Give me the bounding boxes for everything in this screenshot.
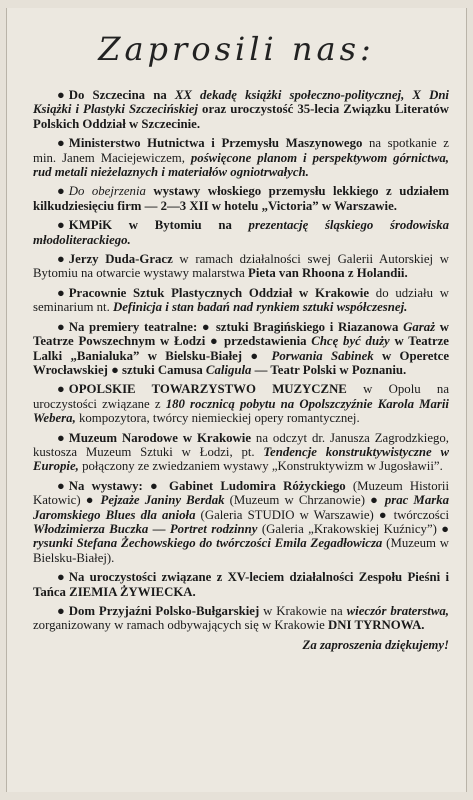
text-segment: Na wystawy: ● Gabinet Ludomira Różyckiego (68, 478, 346, 493)
text-segment: oraz uroczystość 35-lecia Związku Literatów Polskich Oddział w Szczecinie. (33, 102, 449, 131)
text-segment: Pieta van Rhoona z Holandii. (248, 266, 408, 281)
bullet-icon: ● (57, 136, 65, 151)
text-segment: prac Marka Jaromskiego Blues dla anioła (33, 493, 449, 522)
list-item (33, 286, 449, 315)
text-segment: rysunki Stefana Żechowskiego do twórczości Emila Zegadłowicza (33, 536, 383, 551)
text-segment: (Muzeum w Bielsku-Białej). (33, 536, 450, 565)
list-item (33, 320, 449, 378)
text-segment: — Teatr Polski w Poznaniu. (251, 362, 407, 377)
closing-line: Za zaproszenia dziękujemy! (302, 637, 449, 652)
list-item (33, 431, 449, 474)
text-segment: Ministerstwo Hutnictwa i Przemysłu Maszynowego (68, 136, 363, 151)
text-segment: w Teatrze Lalki „Banialuka” w Bielsku-Białej ● (33, 334, 449, 363)
text-segment: prezentację śląskiego środowiska młodoliterackiego. (33, 218, 449, 247)
list-item (33, 382, 449, 425)
bullet-icon: ● (57, 382, 65, 397)
list-item (33, 252, 449, 281)
text-segment: OPOLSKIE TOWARZYSTWO MUZYCZNE (68, 382, 347, 397)
text-segment: poświęcone planom i perspektywom górnictwa, rud metali nieżelaznych i materiałów ogniotrwałych. (33, 150, 449, 180)
text-segment: kompozytora, twórcy niemieckiej opery romantycznej. (75, 411, 360, 426)
list-item (33, 604, 449, 633)
text-segment: (Muzeum w Chrzanowie) ● (224, 493, 385, 508)
text-segment: Na premiery teatralne: ● sztuki Bragińskiego i Riazanowa (68, 319, 404, 334)
text-segment: Muzeum Narodowe w Krakowie (68, 430, 252, 445)
text-segment: Chcę być duży (311, 334, 390, 349)
bullet-icon: ● (57, 478, 65, 493)
list-item (33, 570, 449, 599)
text-segment: (Galeria „Krakowskiej Kuźnicy”) ● (257, 521, 449, 536)
text-segment: (Muzeum Historii Katowic) ● (33, 478, 449, 508)
article-body (33, 88, 449, 652)
text-segment: zorganizowany w ramach odbywających się w Krakowie (33, 618, 329, 633)
bullet-icon: ● (57, 604, 65, 618)
text-segment: Porwania Sabinek (271, 348, 374, 363)
list-item (33, 184, 449, 213)
bullet-icon: ● (57, 319, 65, 334)
text-segment: Do Szczecina na (68, 88, 175, 102)
text-segment: Tendencje konstruktywistyczne w Europie, (33, 444, 449, 474)
text-segment: Na uroczystości związane z XV-leciem działalności Zespołu Pieśni i Tańca ZIEMIA ŻYWIECKA. (33, 570, 449, 599)
text-segment: w ramach działalności swej Galerii Autorskiej w Bytomiu na otwarcie wystawy malarstwa (33, 252, 449, 281)
list-item (33, 218, 449, 247)
bullet-icon: ● (57, 430, 65, 445)
text-segment: połączony ze zwiedzaniem wystawy „Konstruktywizm w Jugosławii”. (78, 459, 443, 474)
text-segment: na odczyt dr. Janusza Zagrodzkiego, kustosza Muzeum Sztuki w Łodzi, pt. (33, 430, 449, 459)
text-segment: Caligula (205, 362, 252, 377)
bullet-icon: ● (57, 570, 65, 585)
text-segment: Włodzimierza Buczka — Portret rodzinny (33, 521, 258, 536)
invitation-list (33, 88, 449, 633)
text-segment: Pracownie Sztuk Plastycznych Oddział w Krakowie (68, 285, 370, 300)
text-segment: Dom Przyjaźni Polsko-Bułgarskiej (68, 604, 260, 618)
text-segment: na spotkanie z min. Janem Maciejewiczem, (33, 136, 449, 165)
text-segment: Pejzaże Janiny Berdak (100, 493, 225, 508)
text-segment: wystawy włoskiego przemysłu lekkiego z udziałem kilkudziesięciu firm — 2—3 XII w hotelu „Victoria” w Warszawie. (33, 184, 449, 213)
bullet-icon: ● (57, 285, 65, 300)
text-segment: Definicja i stan badań nad rynkiem sztuki współczesnej. (112, 300, 408, 315)
bullet-icon: ● (57, 88, 65, 102)
text-segment: KMPiK (68, 218, 113, 233)
text-segment: w Bytomiu na (112, 218, 249, 233)
bullet-icon: ● (57, 218, 65, 233)
list-item (33, 479, 449, 565)
text-segment: w Opolu na uroczystości związane z (33, 382, 449, 411)
text-segment: wieczór braterstwa, (346, 604, 449, 618)
bullet-icon: ● (57, 252, 65, 267)
page-title: Zaprosili nas: (98, 30, 375, 68)
text-segment: (Galeria STUDIO w Warszawie) ● twórczości (195, 507, 449, 522)
text-segment: Do obejrzenia (68, 184, 146, 199)
text-segment: w Krakowie na (259, 604, 347, 618)
text-segment: do udziału w seminarium nt. (33, 285, 449, 315)
bullet-icon: ● (57, 184, 65, 199)
text-segment: 180 rocznicą pobytu na Opolszczyźnie Karola Marii Webera, (33, 396, 449, 426)
newspaper-clipping (6, 8, 467, 792)
list-item (33, 88, 449, 131)
text-segment: Garaż (403, 319, 436, 334)
text-segment: w Operetce Wrocławskiej ● sztuki Camusa (33, 348, 450, 377)
text-segment: Jerzy Duda-Gracz (68, 252, 173, 267)
text-segment: DNI TYRNOWA. (328, 618, 425, 633)
text-segment: w Teatrze Powszechnym w Łodzi ● przedstawienia (33, 319, 450, 349)
list-item (33, 136, 449, 179)
text-segment: XX dekadę książki społeczno-politycznej, X Dni Książki i Plastyki Szczecińskiej (33, 88, 449, 117)
